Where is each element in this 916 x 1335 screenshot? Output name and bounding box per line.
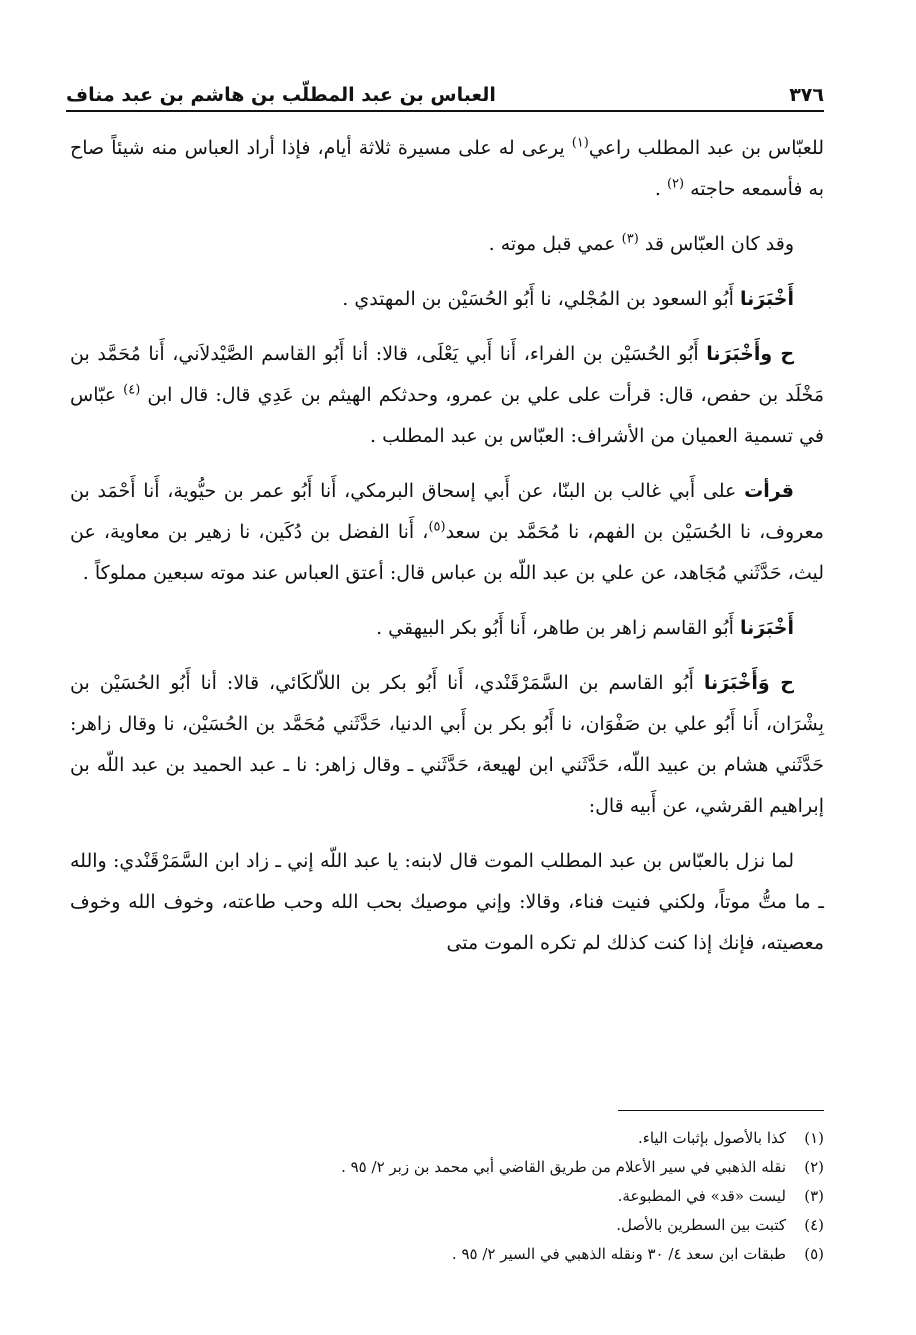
transmission-keyword: ح وَأَخْبَرَنا bbox=[703, 672, 794, 694]
paragraph-p6 bbox=[70, 608, 824, 649]
footnote-marker: (٣) bbox=[621, 231, 639, 247]
paragraph-text: وقد كان العبّاس قد bbox=[638, 233, 794, 255]
paragraph-text: أَبُو القاسم زاهر بن طاهر، أَنا أَبُو بكر البيهقي . bbox=[376, 617, 740, 639]
paragraph-p7 bbox=[70, 663, 824, 827]
footnote-marker: (٤) bbox=[123, 382, 141, 398]
paragraph-text: أَبُو الحُسَيْن بن الفراء، أَنا أَبي يَعْلَى، قالا: أنا أَبُو القاسم الصَّيْدلاَني، أَنا مُحَمَّد بن مَخْلَد بن حفص، قال: قرأت على علي بن عمرو، وحدثكم الهيثم بن عَدِي قال: قال ابن bbox=[70, 343, 824, 406]
paragraph-text: على أَبي غالب بن البنّا، عن أَبي إسحاق البرمكي، أَنا أَبُو عمر بن حيُّوية، أَنا أَحْمَد بن معروف، نا الحُسَيْن بن الفهم، نا مُحَمَّد بن سعد bbox=[70, 480, 824, 543]
footnote-text: كتبت بين السطرين بالأصل. bbox=[616, 1216, 786, 1234]
paragraph-p3 bbox=[70, 279, 824, 320]
transmission-keyword: ح وأَخْبَرَنا bbox=[706, 343, 795, 365]
footnote-text: كذا بالأصول بإثبات الياء. bbox=[638, 1129, 786, 1147]
paragraph-p5 bbox=[70, 471, 824, 594]
paragraph-text: عبّاس في تسمية العميان من الأشراف: العبّاس بن عبد المطلب . bbox=[70, 384, 824, 447]
paragraph-p1 bbox=[70, 128, 824, 210]
footnote-number: (٥) bbox=[804, 1245, 824, 1263]
paragraph-text: عمي قبل موته . bbox=[488, 233, 622, 255]
running-title: العباس بن عبد المطلّب بن هاشم بن عبد مناف bbox=[66, 84, 496, 106]
page-header bbox=[66, 68, 824, 112]
footnote-item bbox=[70, 1182, 824, 1211]
footnote-text: نقله الذهبي في سير الأعلام من طريق القاضي أبي محمد بن زبر ٢/ ٩٥ . bbox=[341, 1158, 786, 1176]
footnote-number: (١) bbox=[804, 1129, 824, 1147]
footnote-number: (٢) bbox=[804, 1158, 824, 1176]
footnote-text: ليست «قد» في المطبوعة. bbox=[617, 1187, 786, 1205]
transmission-keyword: أَخْبَرَنا bbox=[739, 617, 794, 639]
paragraph-text: يرعى له على مسيرة ثلاثة أيام، فإذا أراد العباس منه شيئاً صاح به فأسمعه حاجته bbox=[70, 137, 824, 200]
footnote-item bbox=[70, 1153, 824, 1182]
page-number: ٣٧٦ bbox=[789, 84, 824, 106]
paragraph-text: ، أَنا الفضل بن دُكَين، نا زهير بن معاوية، عن ليث، حَدَّثَني مُجَاهد، عن علي بن عبد اللّه بن عباس قال: أعتق العباس عند موته سبعين مملوكاً . bbox=[70, 521, 824, 584]
footnote-item bbox=[70, 1124, 824, 1153]
footnote-marker: (٢) bbox=[666, 176, 685, 192]
paragraph-p4 bbox=[70, 334, 824, 457]
paragraph-text: أَبُو القاسم بن السَّمَرْقَنْدي، أَنا أَبُو بكر بن اللاّلكَائي، قالا: أنا أَبُو الحُسَيْن بن بِشْرَان، أَنا أَبُو علي بن صَفْوَان، نا أَبُو بكر بن أَبي الدنيا، حَدَّثَني مُحَمَّد بن الحُسَيْن، نا وقال زاهر: حَدَّثَني هشام بن عبيد اللّه، حَدَّثَني ابن لهيعة، حَدَّثَني ـ وقال زاهر: نا ـ عبد الحميد بن عبد اللّه بن إبراهيم القرشي، عن أَبيه قال: bbox=[70, 672, 824, 817]
transmission-keyword: قرأت bbox=[744, 480, 794, 502]
footnote-item bbox=[70, 1240, 824, 1269]
main-text bbox=[70, 128, 824, 978]
footnote-marker: (١) bbox=[571, 135, 589, 151]
footnote-number: (٣) bbox=[804, 1187, 824, 1205]
footnotes bbox=[70, 1124, 824, 1269]
paragraph-p8 bbox=[70, 841, 824, 964]
footnote-marker: (٥) bbox=[428, 519, 446, 535]
paragraph-text: . bbox=[654, 178, 667, 200]
footnote-text: طبقات ابن سعد ٤/ ٣٠ ونقله الذهبي في السير ٢/ ٩٥ . bbox=[451, 1245, 786, 1263]
footnote-separator bbox=[618, 1110, 824, 1111]
footnote-item bbox=[70, 1211, 824, 1240]
paragraph-text: أَبُو السعود بن المُجْلي، نا أَبُو الحُسَيْن بن المهتدي . bbox=[342, 288, 740, 310]
paragraph-text: لما نزل بالعبّاس بن عبد المطلب الموت قال لابنه: يا عبد اللّه إني ـ زاد ابن السَّمَرْقَنْدي: والله ـ ما متُّ موتاً، ولكني فنيت فناء، وقالا: وإني موصيك بحب الله وحب طاعته، وخوف الله وخوف معصيته، فإنك إذا كنت كذلك لم تكره الموت متى bbox=[70, 850, 824, 954]
paragraph-p2 bbox=[70, 224, 824, 265]
footnote-number: (٤) bbox=[804, 1216, 824, 1234]
paragraph-text: للعبّاس بن عبد المطلب راعي bbox=[588, 137, 824, 159]
transmission-keyword: أَخْبَرَنا bbox=[739, 288, 794, 310]
